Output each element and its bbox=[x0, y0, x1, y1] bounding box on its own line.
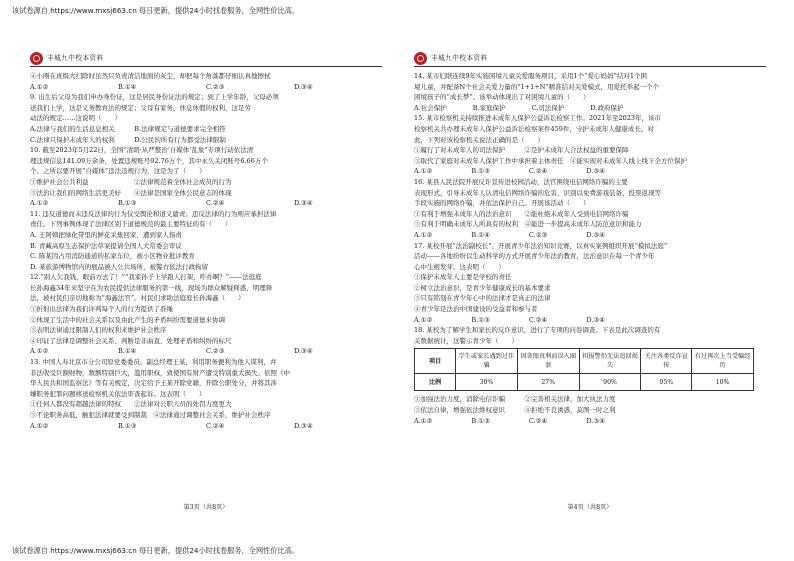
question-line: 境儿童，并配备N个社会关爱力量的“1+1+N”精准结对关爱模式，用爱托举起一个个 bbox=[414, 82, 660, 91]
school-name: 丰城九中校本资料 bbox=[431, 53, 488, 62]
question-line: 法，被村民们亲切地称为“海鑫法官”。村民们求助法庭庭长孙海鑫（ ） bbox=[30, 294, 245, 303]
options-q13: A.①② B.①③ C.②④ D.③④ bbox=[30, 421, 313, 430]
question-line: 动法的规定……这说明（ ） bbox=[30, 114, 121, 123]
left-page-header bbox=[30, 50, 382, 67]
question-line: 12.“别人欠我钱，眼前方去了！”“我家孙子上学跟人打架，咋办啊？”——法庭庭 bbox=[30, 273, 262, 282]
option-line: ①维护社会公共利益 ②法律规范着全体社会成员的行为 bbox=[30, 177, 232, 186]
table-header-cell: 学生或家长遇到过诈骗 bbox=[456, 349, 518, 374]
option-line: ③不论职务高低，触犯法律就要受到制裁 ④法律通过调整社会关系，维护社会秩序 bbox=[30, 411, 271, 419]
table-cell: 10% bbox=[692, 374, 754, 391]
question-line: 17. 某校开展“法治副校长”、开展青少年法治知识竞赛，以真实案例组织开展“模拟法庭” bbox=[414, 241, 668, 250]
option-line: ④青少年是法治中国建设的受益者和参与者 bbox=[414, 305, 538, 314]
question-line: 嫌职务犯罪问题移送检察机关依法审查起诉。这表明（ ） bbox=[30, 389, 206, 398]
question-line: 10. 截至2023年5月22日，全国“清朗·从严整治‘自媒体’乱象”专项行动依法清 bbox=[30, 146, 254, 155]
question-line: 长孙海鑫34年来坚守在为农民提供法律服务的第一线，现场为群众解疑释惑，明理释 bbox=[30, 283, 273, 292]
question-line: 非法收受巨额财物，数额特别巨大，滥用职权，致使国有财产遭受特别重大损失。依照《中 bbox=[30, 368, 290, 377]
option-line: A. 王阿姨把绿化带里的鲜花采集回家，遭到家人指责 bbox=[30, 230, 182, 239]
table-row-header: 比例 bbox=[415, 374, 456, 391]
table-header-cell: 担报警仍无法追回损失 bbox=[579, 349, 641, 374]
watermark-banner-top: 该试卷源自 https://www.mxsj663.cn 每日更新，提供24小时找卷服务，全网性价比高。 bbox=[12, 6, 300, 15]
option-line: ①加强法治力度，消除电信诈骗 ②完善相关法律，加大执法力度 bbox=[414, 395, 616, 404]
school-seal-icon bbox=[414, 52, 427, 65]
table-cell: 90% bbox=[579, 374, 641, 391]
question-line: 活动——各地纷纷以生动科学的方式开展青少年法治教育，法治意识在每一个青少年 bbox=[414, 252, 655, 261]
table-cell: 95% bbox=[641, 374, 692, 391]
question-line: 关数据统计，这警示青少年（ ） bbox=[414, 336, 518, 345]
option-line: ③法治让我们的网络生活更美好 ④法律是国家全体公民意志的体现 bbox=[30, 188, 232, 197]
question-line: 16. 某县人民法院开展反诈宣传进校园活动，法官围绕电信网络诈骗的主要 bbox=[414, 177, 628, 186]
options-q10: A.①② B.①③ C.②④ D.③④ bbox=[30, 199, 313, 208]
option-line: ③表明法律通过限制人们的权利来维护社会秩序 bbox=[30, 326, 167, 335]
option-line: A.社会保护 B.家庭保护 C.司法保护 D.政府保护 bbox=[414, 103, 624, 112]
option-line: A.①② B.①③ C.②④ D.③④ bbox=[414, 167, 606, 176]
option-line: ③只有铭刻在青少年心中的法律才是真正的法律 bbox=[414, 294, 551, 303]
option-line: D. 某旅游博物馆内的展品被人公共场所，被警方依法行政拘留 bbox=[30, 262, 209, 271]
question-line: 表现形式，引导未成年人认清电信网络诈骗的危害，识别以免费游戏装备、投票返现等 bbox=[414, 188, 661, 197]
option-line: ④印证了法律是调整社会关系、判断是非曲直、处理矛盾和纠纷的标尺 bbox=[30, 336, 232, 345]
option-line: ②体现了生活中的社会关系以及由此产生的矛盾纠纷需要道德来协调 bbox=[30, 315, 225, 324]
survey-table bbox=[414, 348, 754, 391]
table-cell: 30% bbox=[456, 374, 518, 391]
page-number: 第4页（共8页） bbox=[567, 504, 613, 511]
question-line: 14. 某市妇联连续9年实施困境儿童关爱服务项目，采用1个“爱心妈妈”结对1个困 bbox=[414, 72, 647, 80]
table-header-cell: 关注各类反诈宣传 bbox=[641, 349, 692, 374]
option-line: ②树立法治意识，是青少年健康成长的基本要求 bbox=[414, 283, 551, 292]
table-header-cell: 项目 bbox=[415, 349, 456, 374]
option-line: A.①② B.①③ C.②④ D.③④ bbox=[414, 416, 606, 425]
option-line: ①保护未成年人主要是学校的责任 bbox=[414, 273, 512, 282]
right-page-header bbox=[414, 50, 766, 67]
question-line: 检察机关共办理未成年人保护公益诉讼检察案件459件，守护未成年人健康成长。对 bbox=[414, 124, 654, 133]
options-q8: A.①② B.①④ C.②③ D.③④ bbox=[30, 82, 313, 91]
option-line: ③依法自律，增强依法维权意识 ④拒绝不良诱惑，莫图一时之利 bbox=[414, 406, 616, 415]
option-line: ①有利于增强未成年人的法治意识 ②能杜绝未成年人受到电信网络诈骗 bbox=[414, 209, 629, 218]
question-line: 11. 违反道德而未违反法律的行为仅受舆论和道义谴责；违反法律的行为则应承担法律 bbox=[30, 209, 277, 218]
option-line: A.①② B.①④ C.②③ D.③④ bbox=[414, 230, 606, 239]
option-line: ①任何人都没有超越法律的特权 ②法律对公职人员的处罚力度更大 bbox=[30, 400, 232, 409]
question-line: 此，下列对该检察机关说法正确的是（ ） bbox=[414, 135, 544, 144]
table-header-cell: 有过再次上当受骗经历 bbox=[692, 349, 754, 374]
option-line: ③有利于明确未成年人所具有的权利 ④能进一步提高未成年人防范意识和能力 bbox=[414, 220, 642, 229]
right-page bbox=[414, 50, 766, 518]
option-line: A.法律与我们的生活息息相关 B.法律规定与道德要求完全相符 bbox=[30, 124, 226, 133]
question-line: 困境孩子的“成长梦”。该举动体现出了对困境儿童的（ ） bbox=[414, 93, 590, 102]
option-line: A.①② B.①③ C.②④ D.③④ bbox=[414, 315, 606, 324]
options-q12: A.①② B.①④ C.②③ D.③④ bbox=[30, 347, 313, 356]
watermark-banner-bottom: 该试卷源自 https://www.mxsj663.cn 每日更新，提供24小时找卷服务，全网性价比高。 bbox=[12, 546, 300, 555]
question-line: 13. 中国人寿北京市分公司原党委委员、副总经理王某，利用职务便利为他人谋利，并 bbox=[30, 358, 277, 367]
question-line: 18. 某校为了解学生和家长的反诈意识，进行了专项的问卷调查。下表是此次调查的有 bbox=[414, 326, 661, 335]
school-name: 丰城九中校本资料 bbox=[47, 53, 104, 62]
left-page bbox=[30, 50, 382, 518]
table-cell: 27% bbox=[517, 374, 579, 391]
question-line: 心中生根发芽。这表明（ ） bbox=[414, 262, 505, 271]
option-line: C. 陈某因占用消防通道的私家车位，被小区物业批评教育 bbox=[30, 252, 195, 261]
question-line: 15. 某市检察机关持续推进未成年人保护公益诉讼检察工作。2021年至2023年，该市 bbox=[414, 114, 661, 123]
question-line: 理违规信息141.09万余条，处置违规账号92.76万个，其中永久关闭账号6.66万个 bbox=[30, 156, 268, 165]
question-line: 9. 出生后父母为我们申办身份证，这是居民身份证法的规定；到了上学年龄，父母必须 bbox=[30, 93, 279, 102]
school-seal-icon bbox=[30, 52, 43, 65]
option-line: B. 青藏高原生态保护法草案提请全国人大常委会审议 bbox=[30, 241, 182, 250]
question-line: 华人民共和国监察法》等有关规定，决定给予王某开除党籍，开除公职处分，并将其涉 bbox=[30, 379, 277, 388]
option-line: ①履行了对未成年人的司法保护 ②是护未成年人合法权益的重要保障 bbox=[414, 146, 629, 155]
question-line: 手段实施的网络诈骗，并依法保护自己。开展该活动（ ） bbox=[414, 199, 590, 208]
page-number: 第3页（共8页） bbox=[183, 504, 229, 511]
table-header-cell: 因贪图真利而误入圈套 bbox=[517, 349, 579, 374]
question-line: 送我们上学，这是义务教育法的规定；父母有家务，休息休假的权利，这是劳 bbox=[30, 103, 251, 112]
option-line: C.法律只保护未成年人的权利 D.公民的所有行为都受法律限制 bbox=[30, 135, 226, 144]
question-line: 责任。下列事例体现了法律区别于道德规范的最主要特征的有（ ） bbox=[30, 220, 232, 229]
question-line: ④小刚在班级大扫除时虽然只负责清洁地面的灰尘，却把每个角落都仔细认真地擦拭 bbox=[30, 72, 271, 80]
option-line: ③取代了家庭对未成年人保护工作中承担着主体责任 ④能实现对未成年人线上线下全方位保护 bbox=[414, 156, 687, 165]
question-line: 个。之所以要开展“自媒体”违法违规行为，这是为了（ ） bbox=[30, 167, 206, 176]
option-line: ①折射出法律为我们评判每个人的行为提供了准绳 bbox=[30, 305, 173, 314]
